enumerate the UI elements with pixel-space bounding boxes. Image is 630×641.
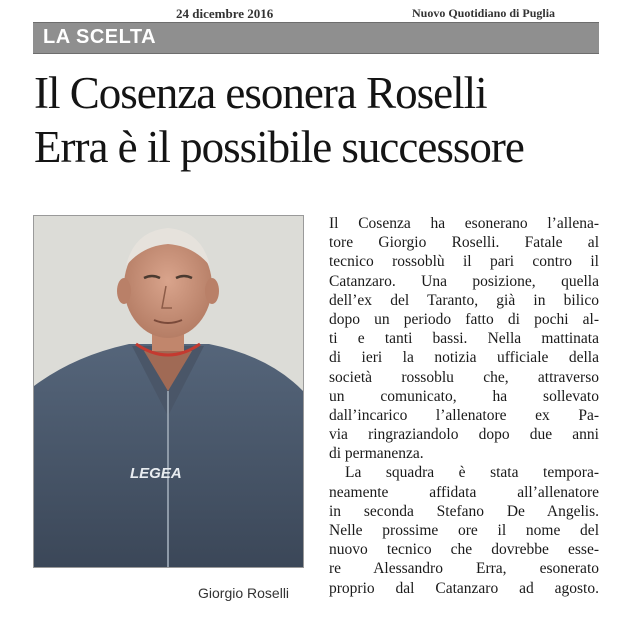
section-label: LA SCELTA [43,26,157,48]
headline-line-2: Erra è il possibile successore [34,122,524,172]
section-bar [33,22,599,54]
article-line: un comunicato, ha sollevato [329,387,599,405]
article-line: ti e tanti bassi. Nella mattinata [329,330,599,348]
headline-line-1: Il Cosenza esonera Roselli [34,68,487,118]
article-line: via ringraziandolo dopo due anni [329,426,599,444]
article-body [329,214,599,598]
article-line: tore Giorgio Roselli. Fatale al [329,234,599,252]
article-line: nuovo tecnico che dovrebbe esse- [329,541,599,559]
headline [34,66,594,174]
article-line: La squadra è stata tempora- [345,464,599,482]
article-line: tecnico rossoblù il pari contro il [329,253,599,271]
article-line: Catanzaro. Una posizione, quella [329,272,599,290]
article-line: neamente affidata all’allenatore [329,483,599,501]
article-line: di ieri la notizia ufficiale della [329,349,599,367]
article-line: di permanenza. [329,445,424,463]
publication-date: 24 dicembre 2016 [176,6,274,21]
article-line: re Alessandro Erra, esonerato [329,560,599,578]
article-line: Nelle prossime ore il nome del [329,522,599,539]
newspaper-name: Nuovo Quotidiano di Puglia [412,6,556,20]
jacket-logo-text: LEGEA [130,465,182,482]
article-line: dall’incarico l’allenatore ex Pa- [329,406,599,424]
coach-photo [33,215,304,568]
article-line: società rossoblu che, attraverso [329,368,599,386]
article-line: dell’ex del Taranto, già in bilico [329,291,599,309]
article-line: in seconda Stefano De Angelis. [329,502,599,520]
article-line: dopo un periodo fatto di pochi al- [329,310,599,328]
article-line: proprio dal Catanzaro ad agosto. [329,579,599,597]
coach-portrait-illustration [34,216,303,567]
photo-caption: Giorgio Roselli [198,585,290,601]
article-line: Il Cosenza ha esonerano l’allena- [329,215,599,232]
